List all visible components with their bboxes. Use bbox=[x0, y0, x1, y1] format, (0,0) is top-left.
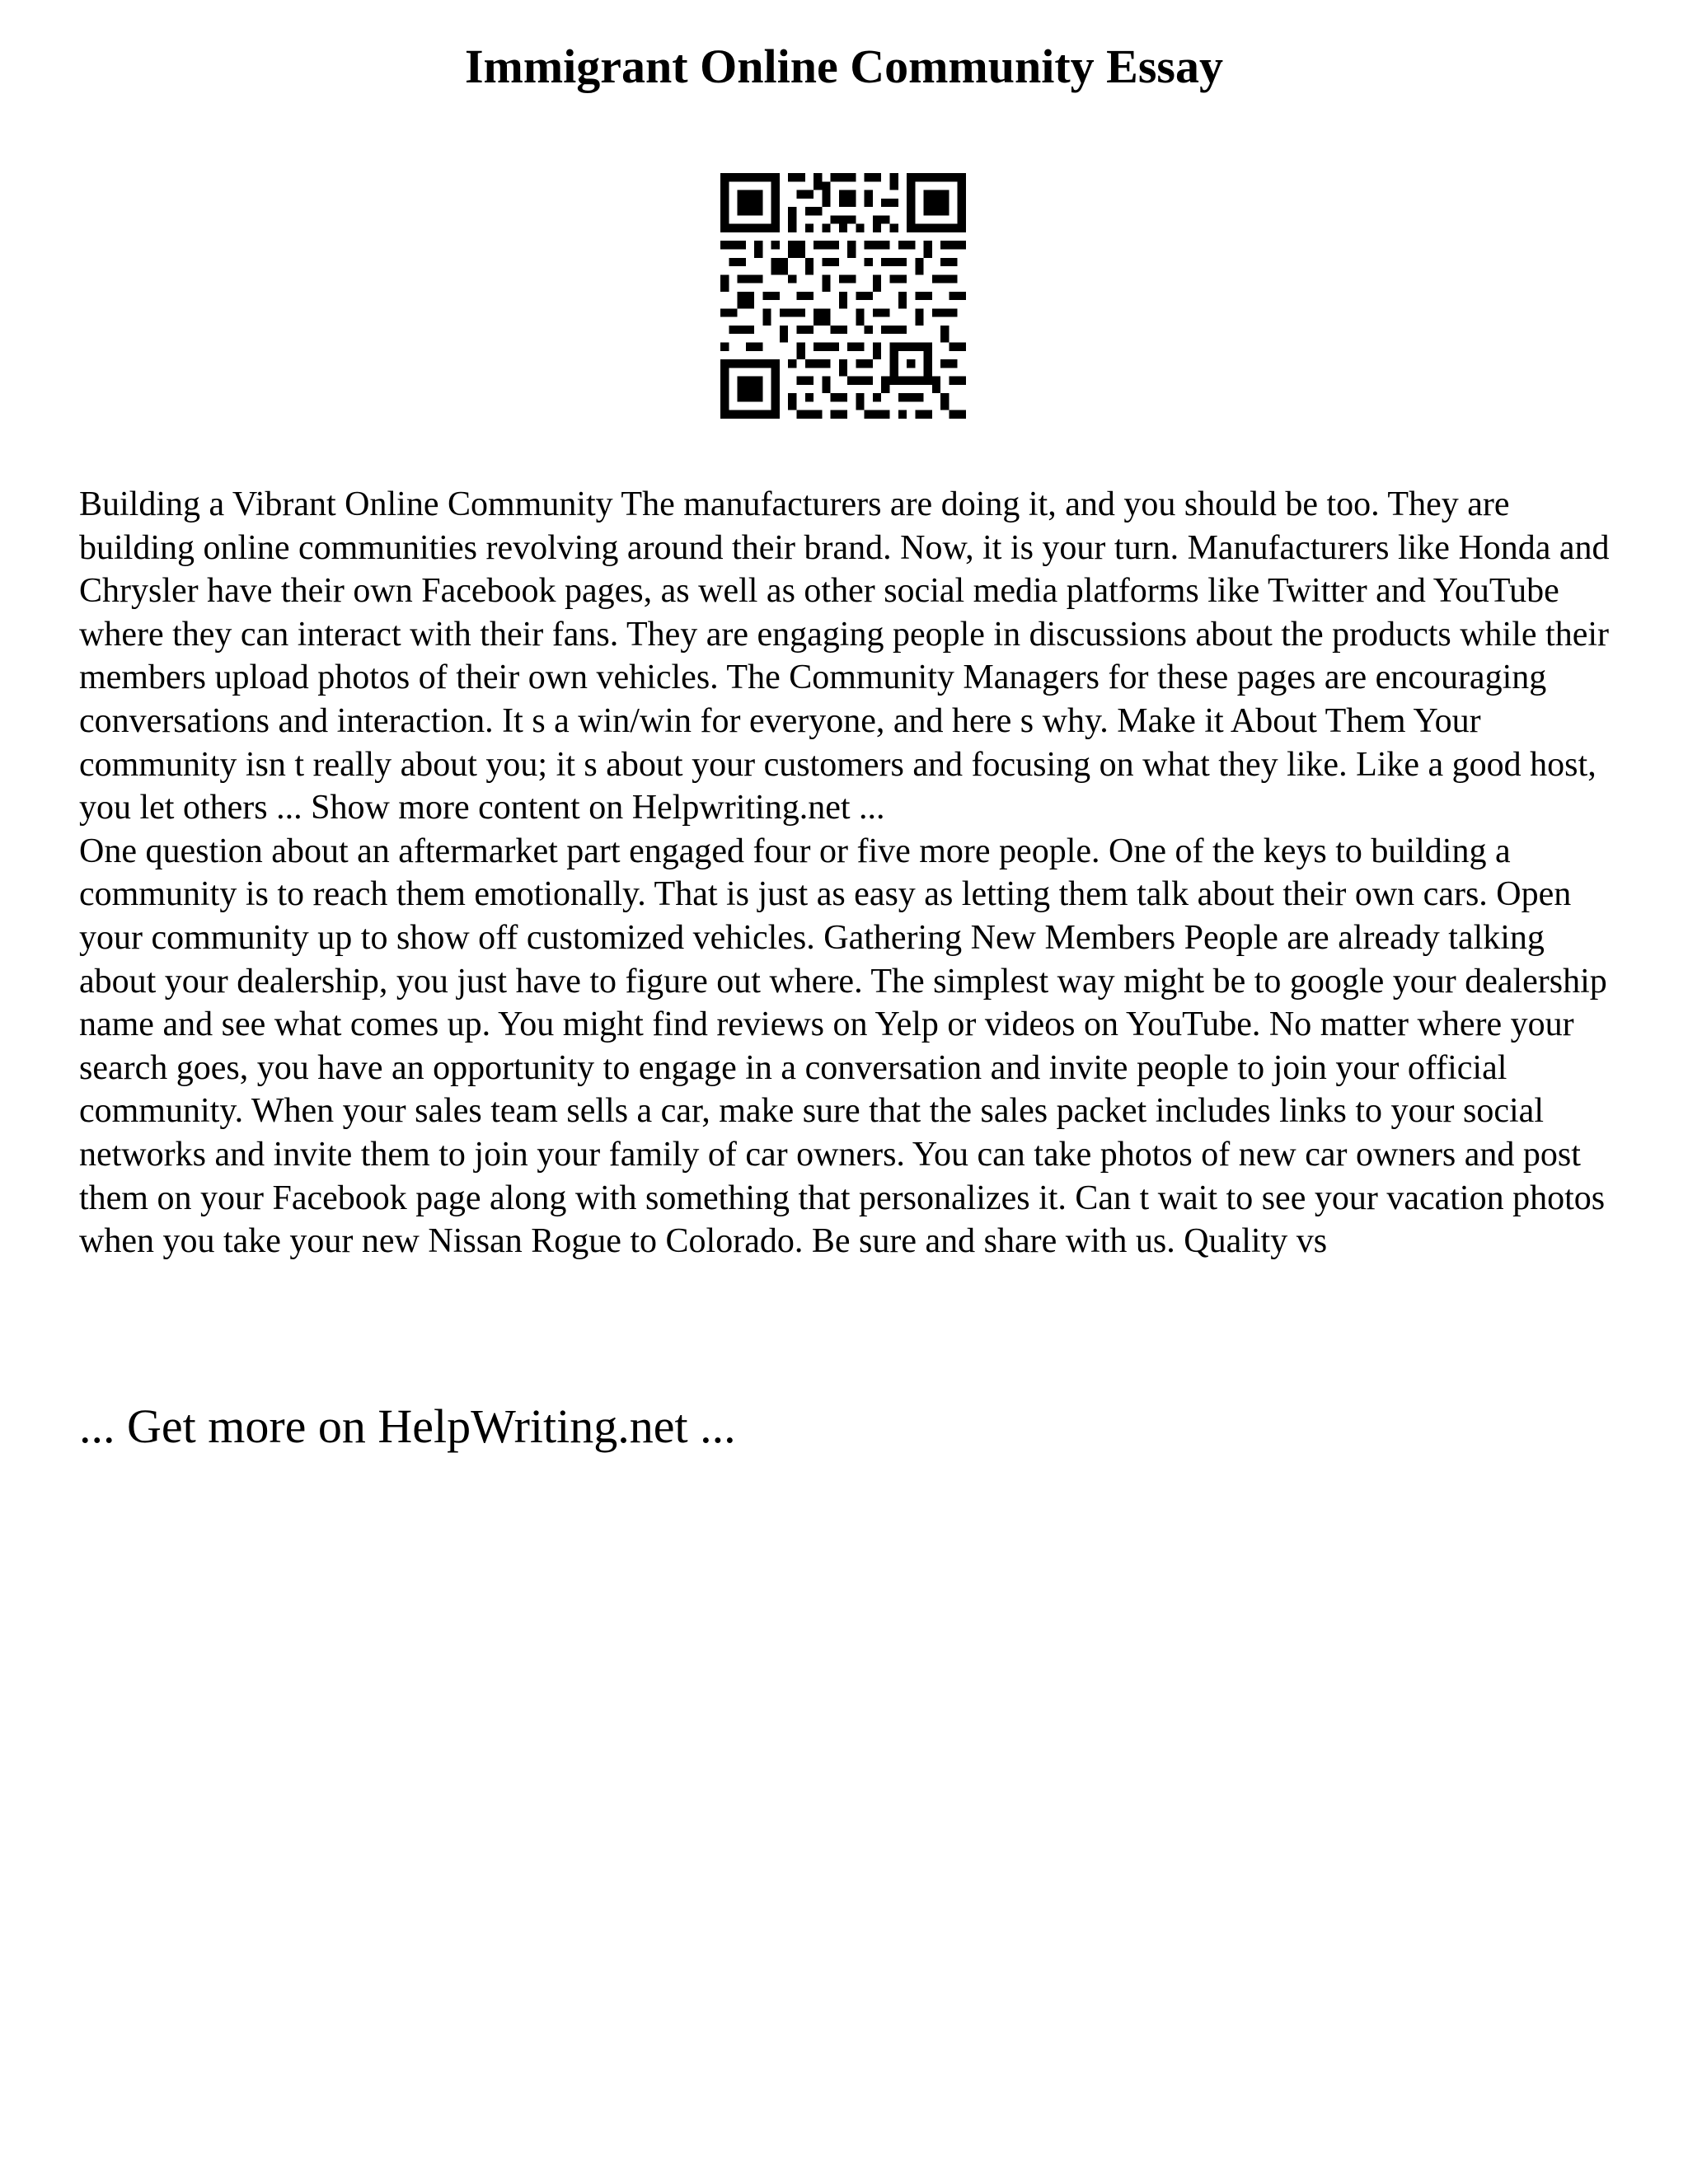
qr-code-icon bbox=[720, 173, 966, 419]
essay-paragraph: One question about an aftermarket part engaged four or five more people. One of the keys to building a community is to reach them emotionally. That is just as easy as letting them talk about their own cars. Open your community up to show off customized vehicles. Gathering New Members People are already talking about your dealership, you just have to figure out where. The simplest way might be to google your dealership name and see what comes up. You might find reviews on Yelp or videos on YouTube. No matter where your search goes, you have an opportunity to engage in a conversation and invite people to join your official community. When your sales team sells a car, make sure that the sales packet includes links to your social networks and invite them to join your family of car owners. You can take photos of new car owners and post them on your Facebook page along with something that personalizes it. Can t wait to see your vacation photos when you take your new Nissan Rogue to Colorado. Be sure and share with us. Quality vs bbox=[79, 832, 1607, 1261]
qr-code-graphic bbox=[720, 173, 966, 419]
essay-body bbox=[79, 483, 1620, 1263]
get-more-link[interactable]: ... Get more on HelpWriting.net ... bbox=[79, 1399, 736, 1453]
page-title: Immigrant Online Community Essay bbox=[464, 40, 1223, 93]
essay-paragraph: Building a Vibrant Online Community The manufacturers are doing it, and you should be too. They are building online communities revolving around their brand. Now, it is your turn. Manufacturers like Honda and Chrysler have their own Facebook pages, as well as other social media platforms like Twitter and YouTube where they can interact with their fans. They are engaging people in discussions about the products while their members upload photos of their own vehicles. The Community Managers for these pages are encouraging conversations and interaction. It s a win/win for everyone, and here s why. Make it About Them Your community isn t really about you; it s about your customers and focusing on what they like. Like a good host, you let others ... Show more content on Helpwriting.net ... bbox=[79, 485, 1610, 827]
